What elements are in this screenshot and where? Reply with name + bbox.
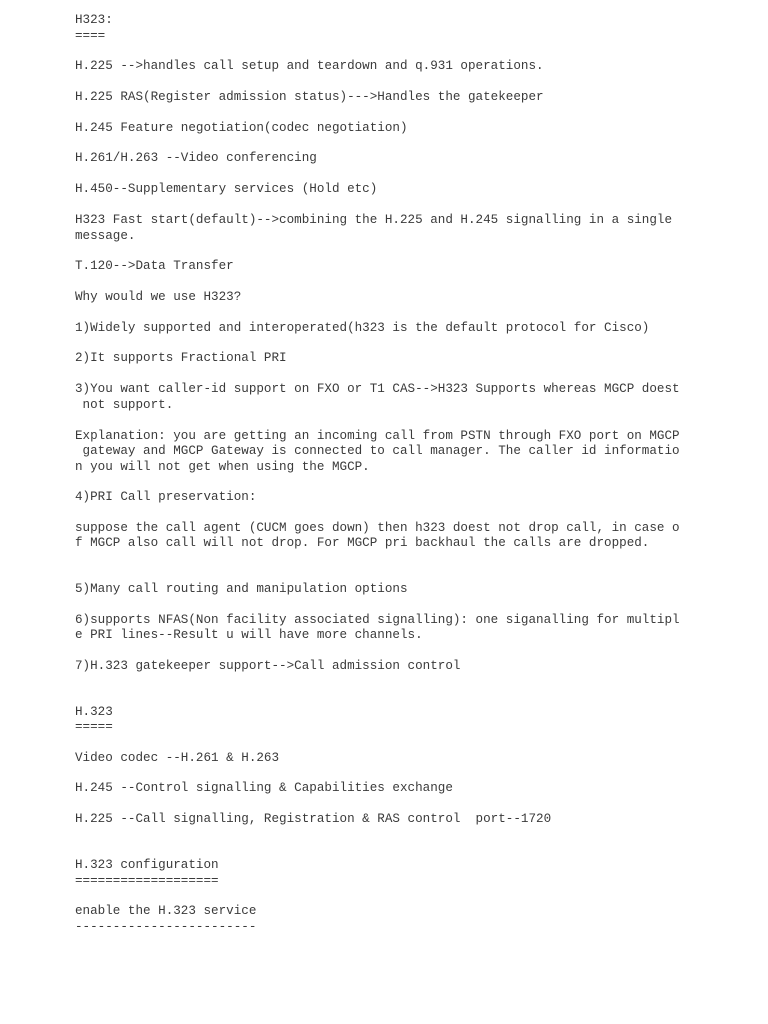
list-item: 7)H.323 gatekeeper support-->Call admission control	[75, 659, 461, 673]
subheading-enable-service: enable the H.323 service	[75, 904, 257, 918]
text-line: Video codec --H.261 & H.263	[75, 751, 280, 765]
list-item: 1)Widely supported and interoperated(h323 is the default protocol for Cisco)	[75, 321, 650, 335]
list-item-continuation: not support.	[75, 398, 174, 412]
list-item: 6)supports NFAS(Non facility associated signalling): one siganalling for multipl	[75, 613, 680, 627]
text-line: message.	[75, 229, 136, 243]
text-line: T.120-->Data Transfer	[75, 259, 234, 273]
text-line: f MGCP also call will not drop. For MGCP pri backhaul the calls are dropped.	[75, 536, 650, 550]
text-line: suppose the call agent (CUCM goes down) then h323 doest not drop call, in case o	[75, 521, 680, 535]
text-line: H.261/H.263 --Video conferencing	[75, 151, 317, 165]
heading-underline: ====	[75, 29, 106, 43]
list-item: 2)It supports Fractional PRI	[75, 351, 287, 365]
list-item: 5)Many call routing and manipulation options	[75, 582, 408, 596]
text-line: H.225 RAS(Register admission status)--->Handles the gatekeeper	[75, 90, 544, 104]
list-item: 4)PRI Call preservation:	[75, 490, 257, 504]
question-line: Why would we use H323?	[75, 290, 242, 304]
text-line: H.245 --Control signalling & Capabilities exchange	[75, 781, 453, 795]
heading-underline: ===================	[75, 874, 219, 888]
text-line: H.225 -->handles call setup and teardown and q.931 operations.	[75, 59, 544, 73]
text-line: H.450--Supplementary services (Hold etc)	[75, 182, 378, 196]
section-heading-configuration: H.323 configuration	[75, 858, 219, 872]
explanation-line: n you will not get when using the MGCP.	[75, 460, 370, 474]
explanation-line: Explanation: you are getting an incoming call from PSTN through FXO port on MGCP	[75, 429, 680, 443]
section-heading-h323: H.323	[75, 705, 113, 719]
list-item-continuation: e PRI lines--Result u will have more channels.	[75, 628, 423, 642]
list-item: 3)You want caller-id support on FXO or T1 CAS-->H323 Supports whereas MGCP doest	[75, 382, 680, 396]
text-line: H.245 Feature negotiation(codec negotiation)	[75, 121, 408, 135]
text-line: H.225 --Call signalling, Registration & RAS control port--1720	[75, 812, 552, 826]
subheading-underline: ------------------------	[75, 920, 257, 934]
heading-underline: =====	[75, 720, 113, 734]
explanation-line: gateway and MGCP Gateway is connected to call manager. The caller id informatio	[75, 444, 680, 458]
section-heading-h323: H323:	[75, 13, 113, 27]
text-line: H323 Fast start(default)-->combining the H.225 and H.245 signalling in a single	[75, 213, 673, 227]
